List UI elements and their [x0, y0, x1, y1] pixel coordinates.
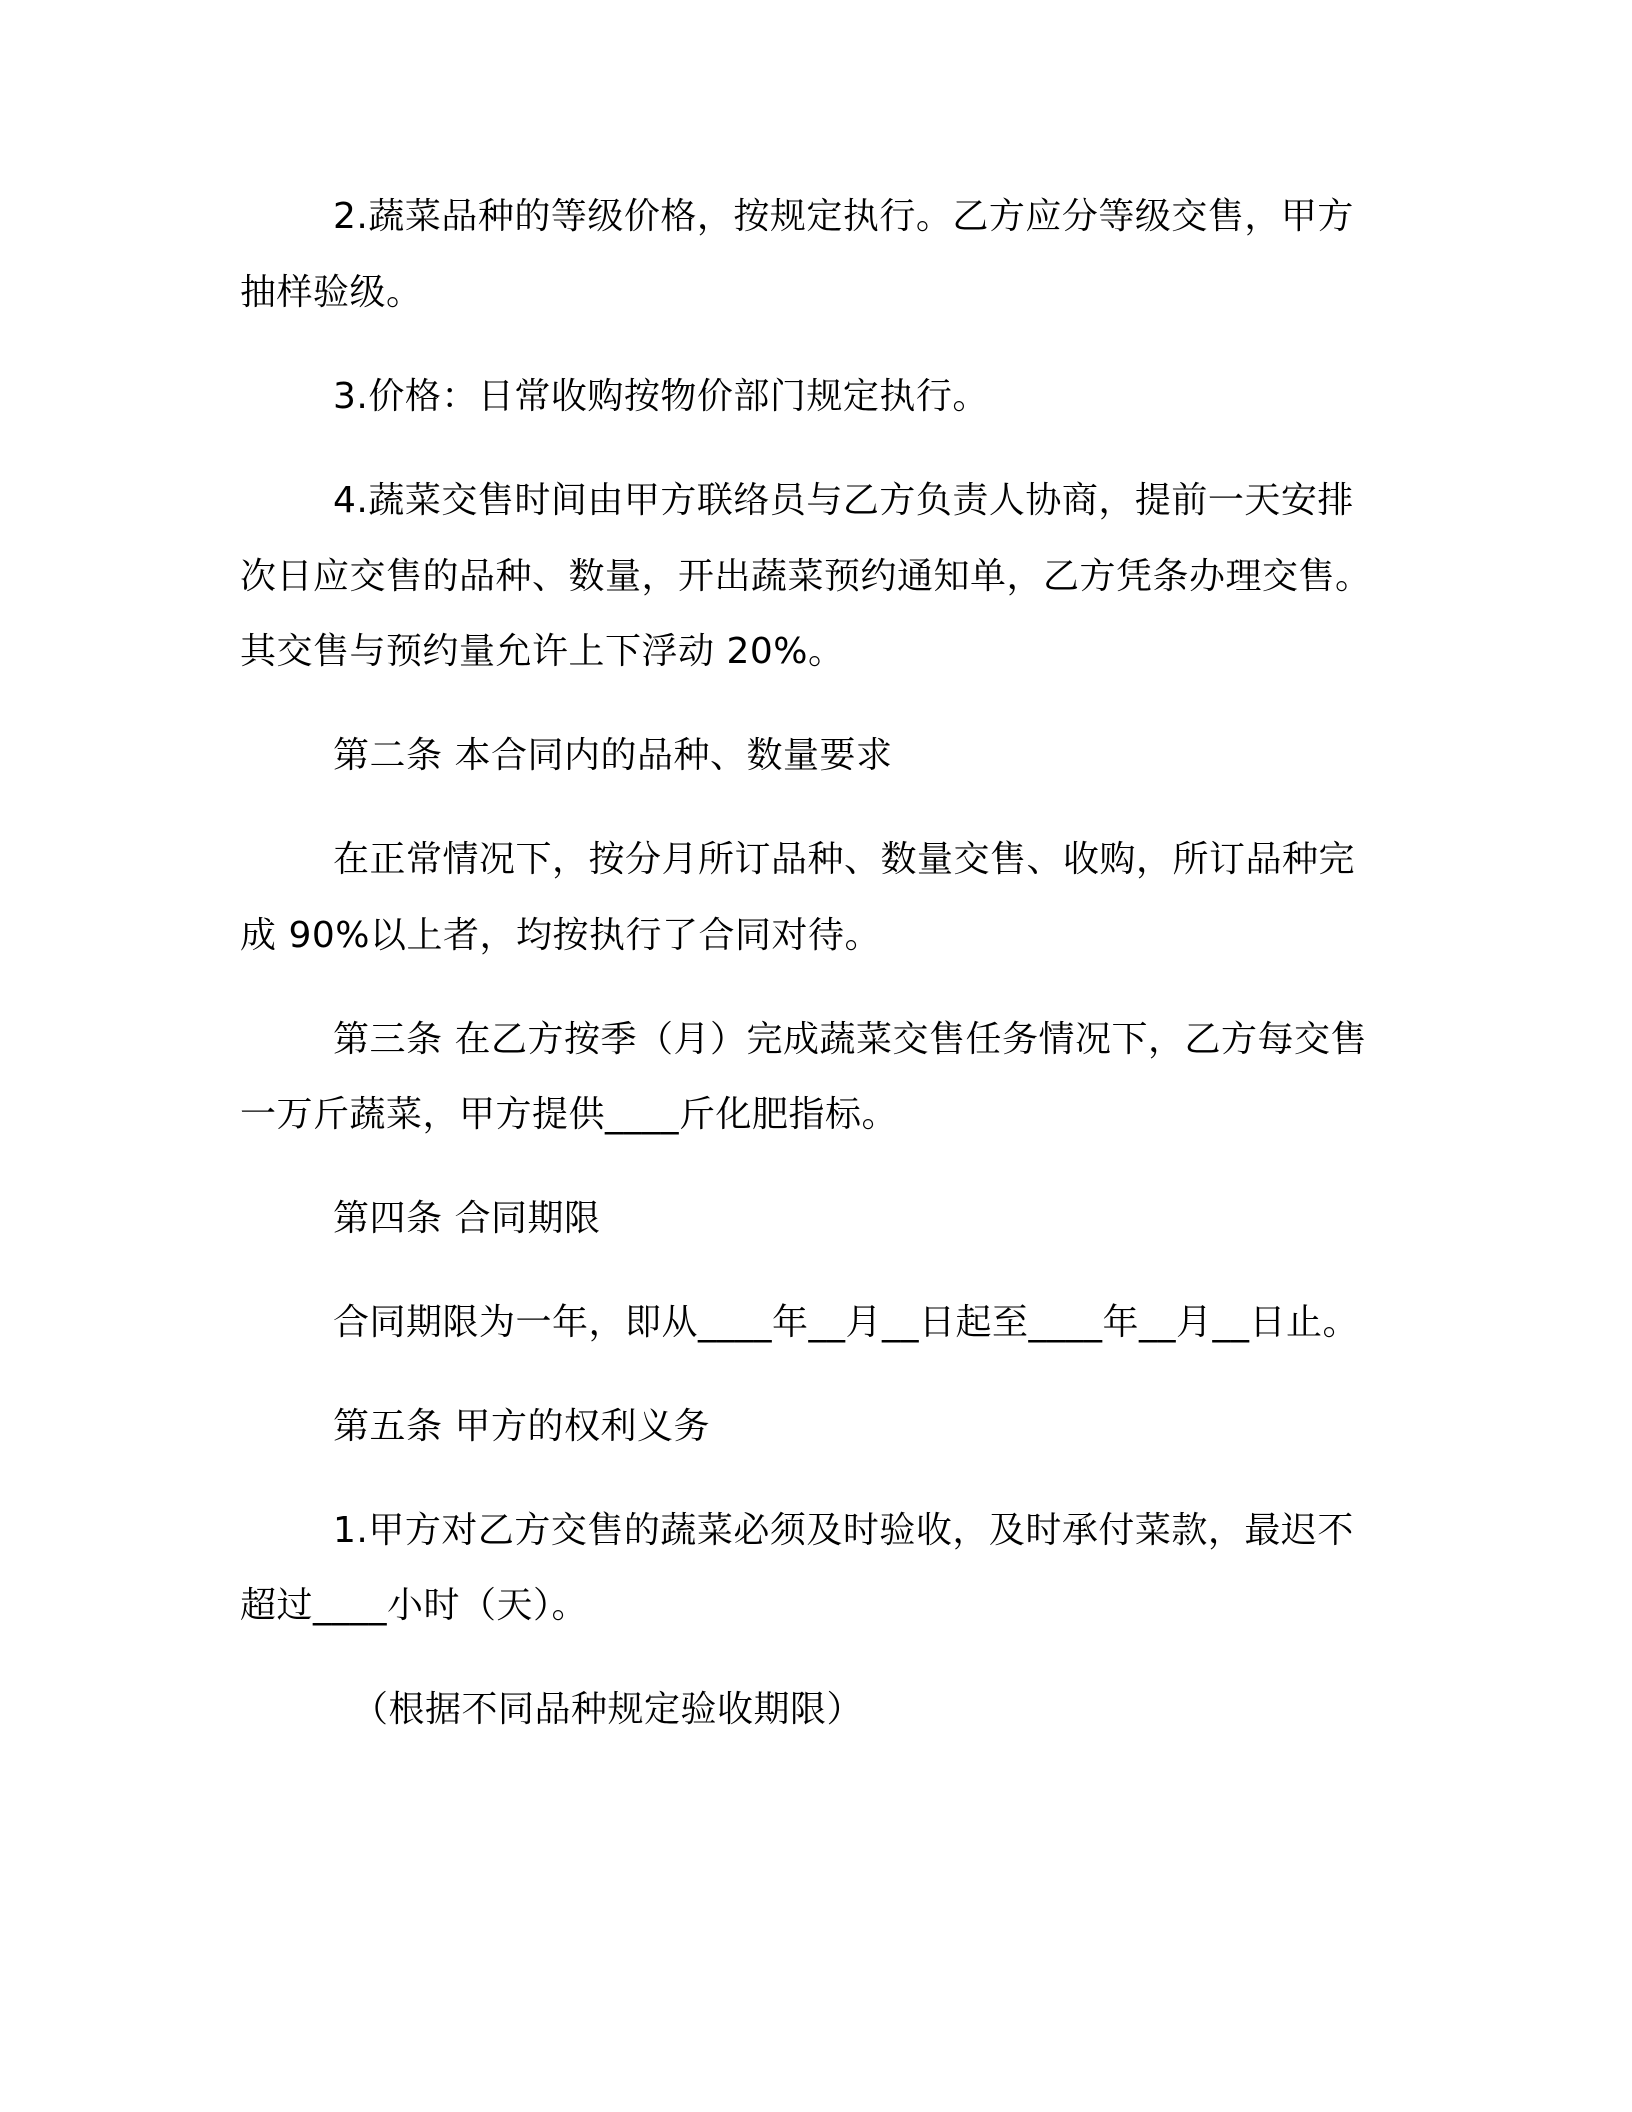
article-5-item-1-line-1: 1.甲方对乙方交售的蔬菜必须及时验收，及时承付菜款，最迟不 [333, 1510, 1354, 1551]
clause-4-line-1: 4.蔬菜交售时间由甲方联络员与乙方负责人协商，提前一天安排 [333, 480, 1354, 521]
article-3-line-1: 第三条 在乙方按季（月）完成蔬菜交售任务情况下，乙方每交售 [333, 1019, 1367, 1060]
article-5-heading: 第五条 甲方的权利义务 [333, 1406, 710, 1447]
article-2-heading: 第二条 本合同内的品种、数量要求 [333, 735, 893, 776]
article-3-line-2: 一万斤蔬菜，甲方提供____斤化肥指标。 [240, 1094, 899, 1135]
article-2-body-line-1: 在正常情况下，按分月所订品种、数量交售、收购，所订品种完 [333, 839, 1356, 880]
article-4-heading: 第四条 合同期限 [333, 1198, 601, 1239]
article-5-item-1-line-2: 超过____小时（天）。 [240, 1585, 589, 1626]
clause-2-line-1: 2.蔬菜品种的等级价格，按规定执行。乙方应分等级交售，甲方 [333, 196, 1354, 237]
clause-4-line-2: 次日应交售的品种、数量，开出蔬菜预约通知单，乙方凭条办理交售。 [240, 556, 1372, 597]
clause-3-price: 3.价格：日常收购按物价部门规定执行。 [333, 376, 989, 417]
article-5-note: （根据不同品种规定验收期限） [352, 1689, 864, 1730]
clause-4-line-3: 其交售与预约量允许上下浮动 20%。 [240, 631, 845, 672]
article-2-body-line-2: 成 90%以上者，均按执行了合同对待。 [240, 915, 881, 956]
clause-2-line-2: 抽样验级。 [240, 272, 423, 313]
article-4-term: 合同期限为一年，即从____年__月__日起至____年__月__日止。 [333, 1302, 1360, 1343]
